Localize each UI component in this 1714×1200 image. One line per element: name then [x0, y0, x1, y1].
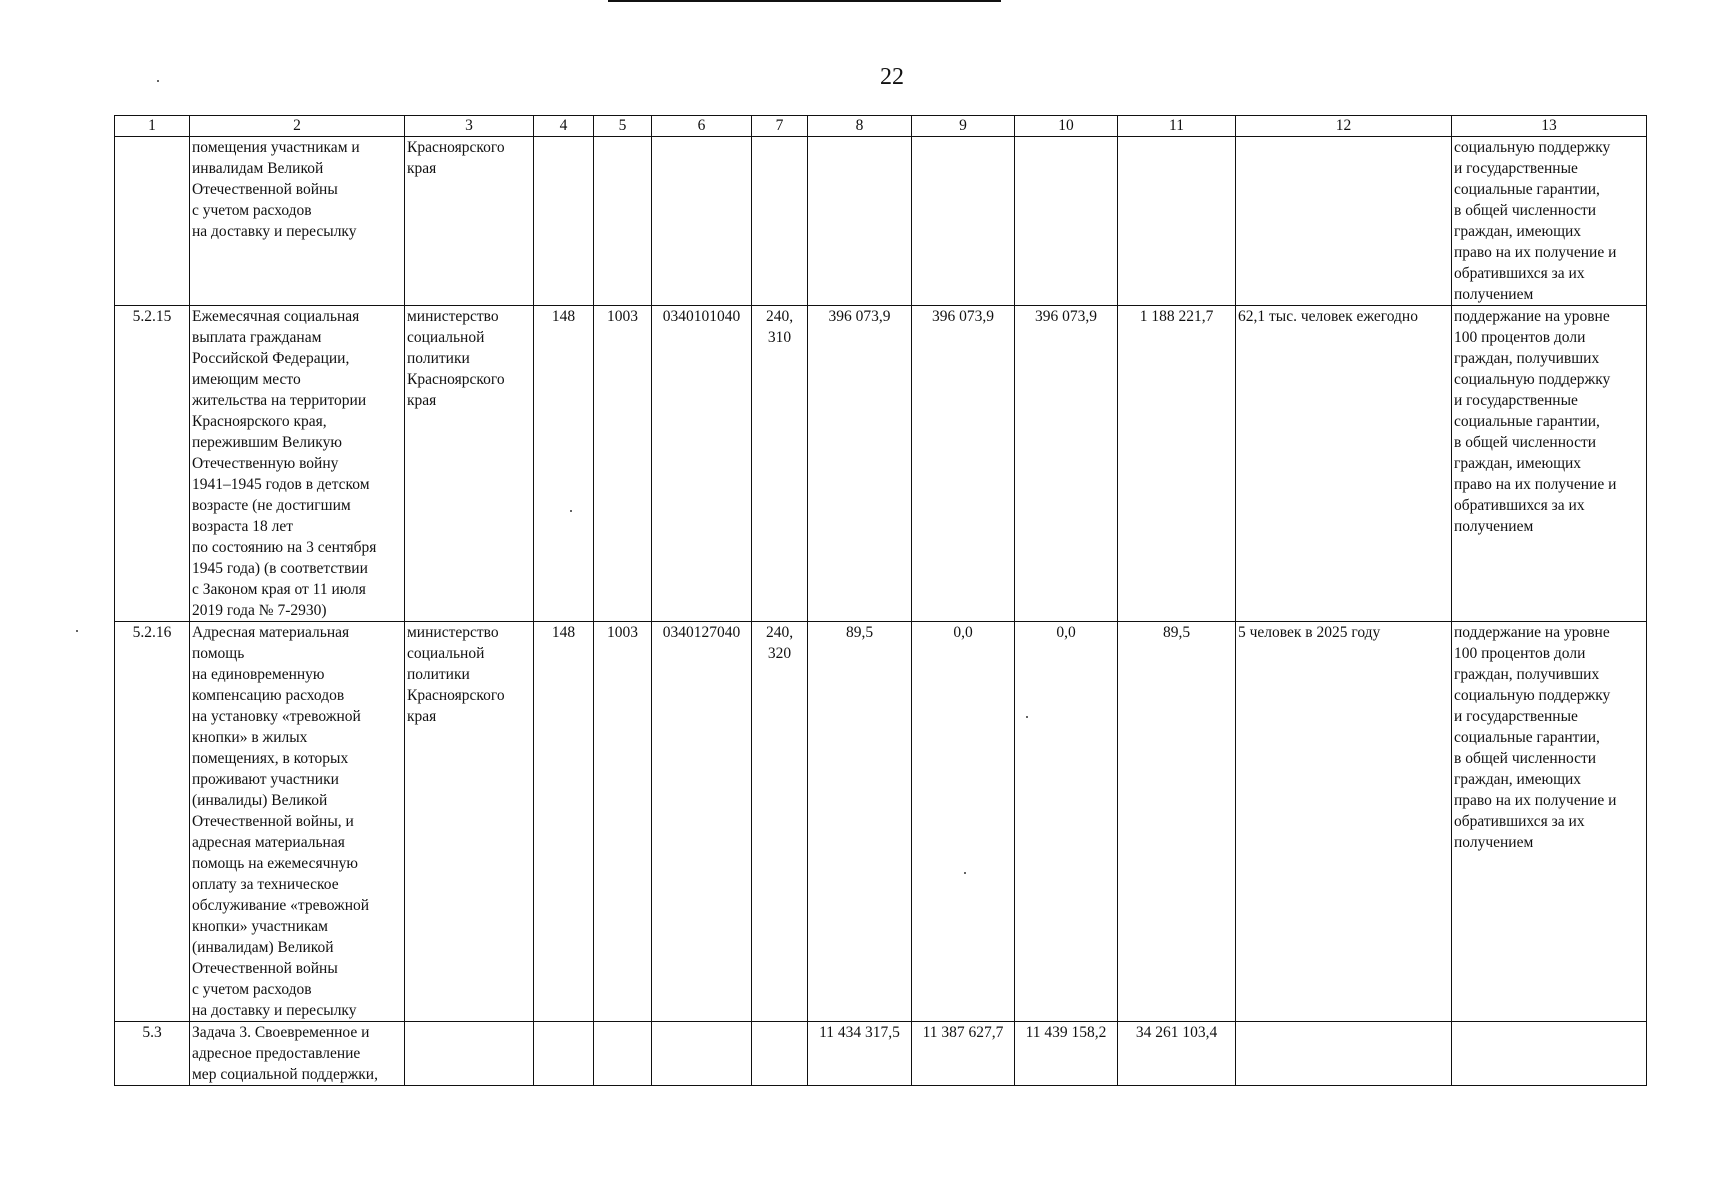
table-row	[115, 1022, 1647, 1086]
expected-result	[1236, 1022, 1452, 1086]
executor: Красноярского края	[405, 137, 534, 306]
amount-2027: 396 073,9	[1015, 306, 1118, 622]
top-rule	[608, 0, 1001, 2]
column-number: 4	[534, 116, 594, 137]
amount-2026: 11 387 627,7	[912, 1022, 1015, 1086]
column-number: 8	[808, 116, 912, 137]
amount-2027: 11 439 158,2	[1015, 1022, 1118, 1086]
page-number: 22	[880, 64, 904, 90]
expense-type	[752, 137, 808, 306]
amount-2025: 11 434 317,5	[808, 1022, 912, 1086]
amount-2026: 396 073,9	[912, 306, 1015, 622]
column-number: 13	[1452, 116, 1647, 137]
amount-total: 34 261 103,4	[1118, 1022, 1236, 1086]
measure-name: Адресная материальная помощь на единовременную компенсацию расходов на установку «тревожной кнопки» в жилых помещениях, в которых проживают участники (инвалиды) Великой Отечественной войны, и адресная материальная помощь на ежемесячную оплату за техническое обслуживание «тревожной кнопки» участникам (инвалидам) Великой Отечественной войны с учетом расходов на доставку и пересылку	[190, 622, 405, 1022]
column-number: 10	[1015, 116, 1118, 137]
expected-result: 62,1 тыс. человек ежегодно	[1236, 306, 1452, 622]
amount-total: 1 188 221,7	[1118, 306, 1236, 622]
amount-total	[1118, 137, 1236, 306]
grbs-code: 148	[534, 622, 594, 1022]
column-number: 6	[652, 116, 752, 137]
column-number: 9	[912, 116, 1015, 137]
row-code: 5.2.16	[115, 622, 190, 1022]
indicator: поддержание на уровне 100 процентов доли граждан, получивших социальную поддержку и государственные социальные гарантии, в общей численности граждан, имеющих право на их получение и обратившихся за их получением	[1452, 306, 1647, 622]
grbs-code: 148	[534, 306, 594, 622]
scan-speck	[76, 630, 78, 632]
amount-2025: 396 073,9	[808, 306, 912, 622]
column-number: 5	[594, 116, 652, 137]
measure-name: помещения участникам и инвалидам Великой Отечественной войны с учетом расходов на доставку и пересылку	[190, 137, 405, 306]
expected-result: 5 человек в 2025 году	[1236, 622, 1452, 1022]
expected-result	[1236, 137, 1452, 306]
table-row	[115, 137, 1647, 306]
amount-2025	[808, 137, 912, 306]
program-table	[114, 115, 1647, 1086]
row-code: 5.2.15	[115, 306, 190, 622]
target-article	[652, 1022, 752, 1086]
section-code: 1003	[594, 306, 652, 622]
measure-name: Задача 3. Своевременное и адресное предоставление мер социальной поддержки,	[190, 1022, 405, 1086]
amount-2026: 0,0	[912, 622, 1015, 1022]
amount-2027	[1015, 137, 1118, 306]
amount-2027: 0,0	[1015, 622, 1118, 1022]
target-article: 0340101040	[652, 306, 752, 622]
amount-total: 89,5	[1118, 622, 1236, 1022]
executor: министерство социальной политики Красноярского края	[405, 622, 534, 1022]
executor	[405, 1022, 534, 1086]
indicator	[1452, 1022, 1647, 1086]
grbs-code	[534, 137, 594, 306]
grbs-code	[534, 1022, 594, 1086]
amount-2026	[912, 137, 1015, 306]
column-number: 1	[115, 116, 190, 137]
column-number: 7	[752, 116, 808, 137]
row-code	[115, 137, 190, 306]
table-row	[115, 622, 1647, 1022]
expense-type: 240, 310	[752, 306, 808, 622]
measure-name: Ежемесячная социальная выплата гражданам Российской Федерации, имеющим место жительства на территории Красноярского края, пережившим Великую Отечественную войну 1941–1945 годов в детском возрасте (не достигшим возраста 18 лет по состоянию на 3 сентября 1945 года) (в соответствии с Законом края от 11 июля 2019 года № 7-2930)	[190, 306, 405, 622]
column-number: 12	[1236, 116, 1452, 137]
row-code: 5.3	[115, 1022, 190, 1086]
expense-type: 240, 320	[752, 622, 808, 1022]
section-code	[594, 1022, 652, 1086]
section-code	[594, 137, 652, 306]
expense-type	[752, 1022, 808, 1086]
column-number: 3	[405, 116, 534, 137]
indicator: поддержание на уровне 100 процентов доли граждан, получивших социальную поддержку и государственные социальные гарантии, в общей численности граждан, имеющих право на их получение и обратившихся за их получением	[1452, 622, 1647, 1022]
column-number-row	[115, 116, 1647, 137]
column-number: 2	[190, 116, 405, 137]
section-code: 1003	[594, 622, 652, 1022]
column-number: 11	[1118, 116, 1236, 137]
amount-2025: 89,5	[808, 622, 912, 1022]
indicator: социальную поддержку и государственные социальные гарантии, в общей численности граждан, имеющих право на их получение и обратившихся за их получением	[1452, 137, 1647, 306]
scan-speck	[157, 80, 159, 82]
target-article	[652, 137, 752, 306]
table-row	[115, 306, 1647, 622]
target-article: 0340127040	[652, 622, 752, 1022]
executor: министерство социальной политики Красноярского края	[405, 306, 534, 622]
